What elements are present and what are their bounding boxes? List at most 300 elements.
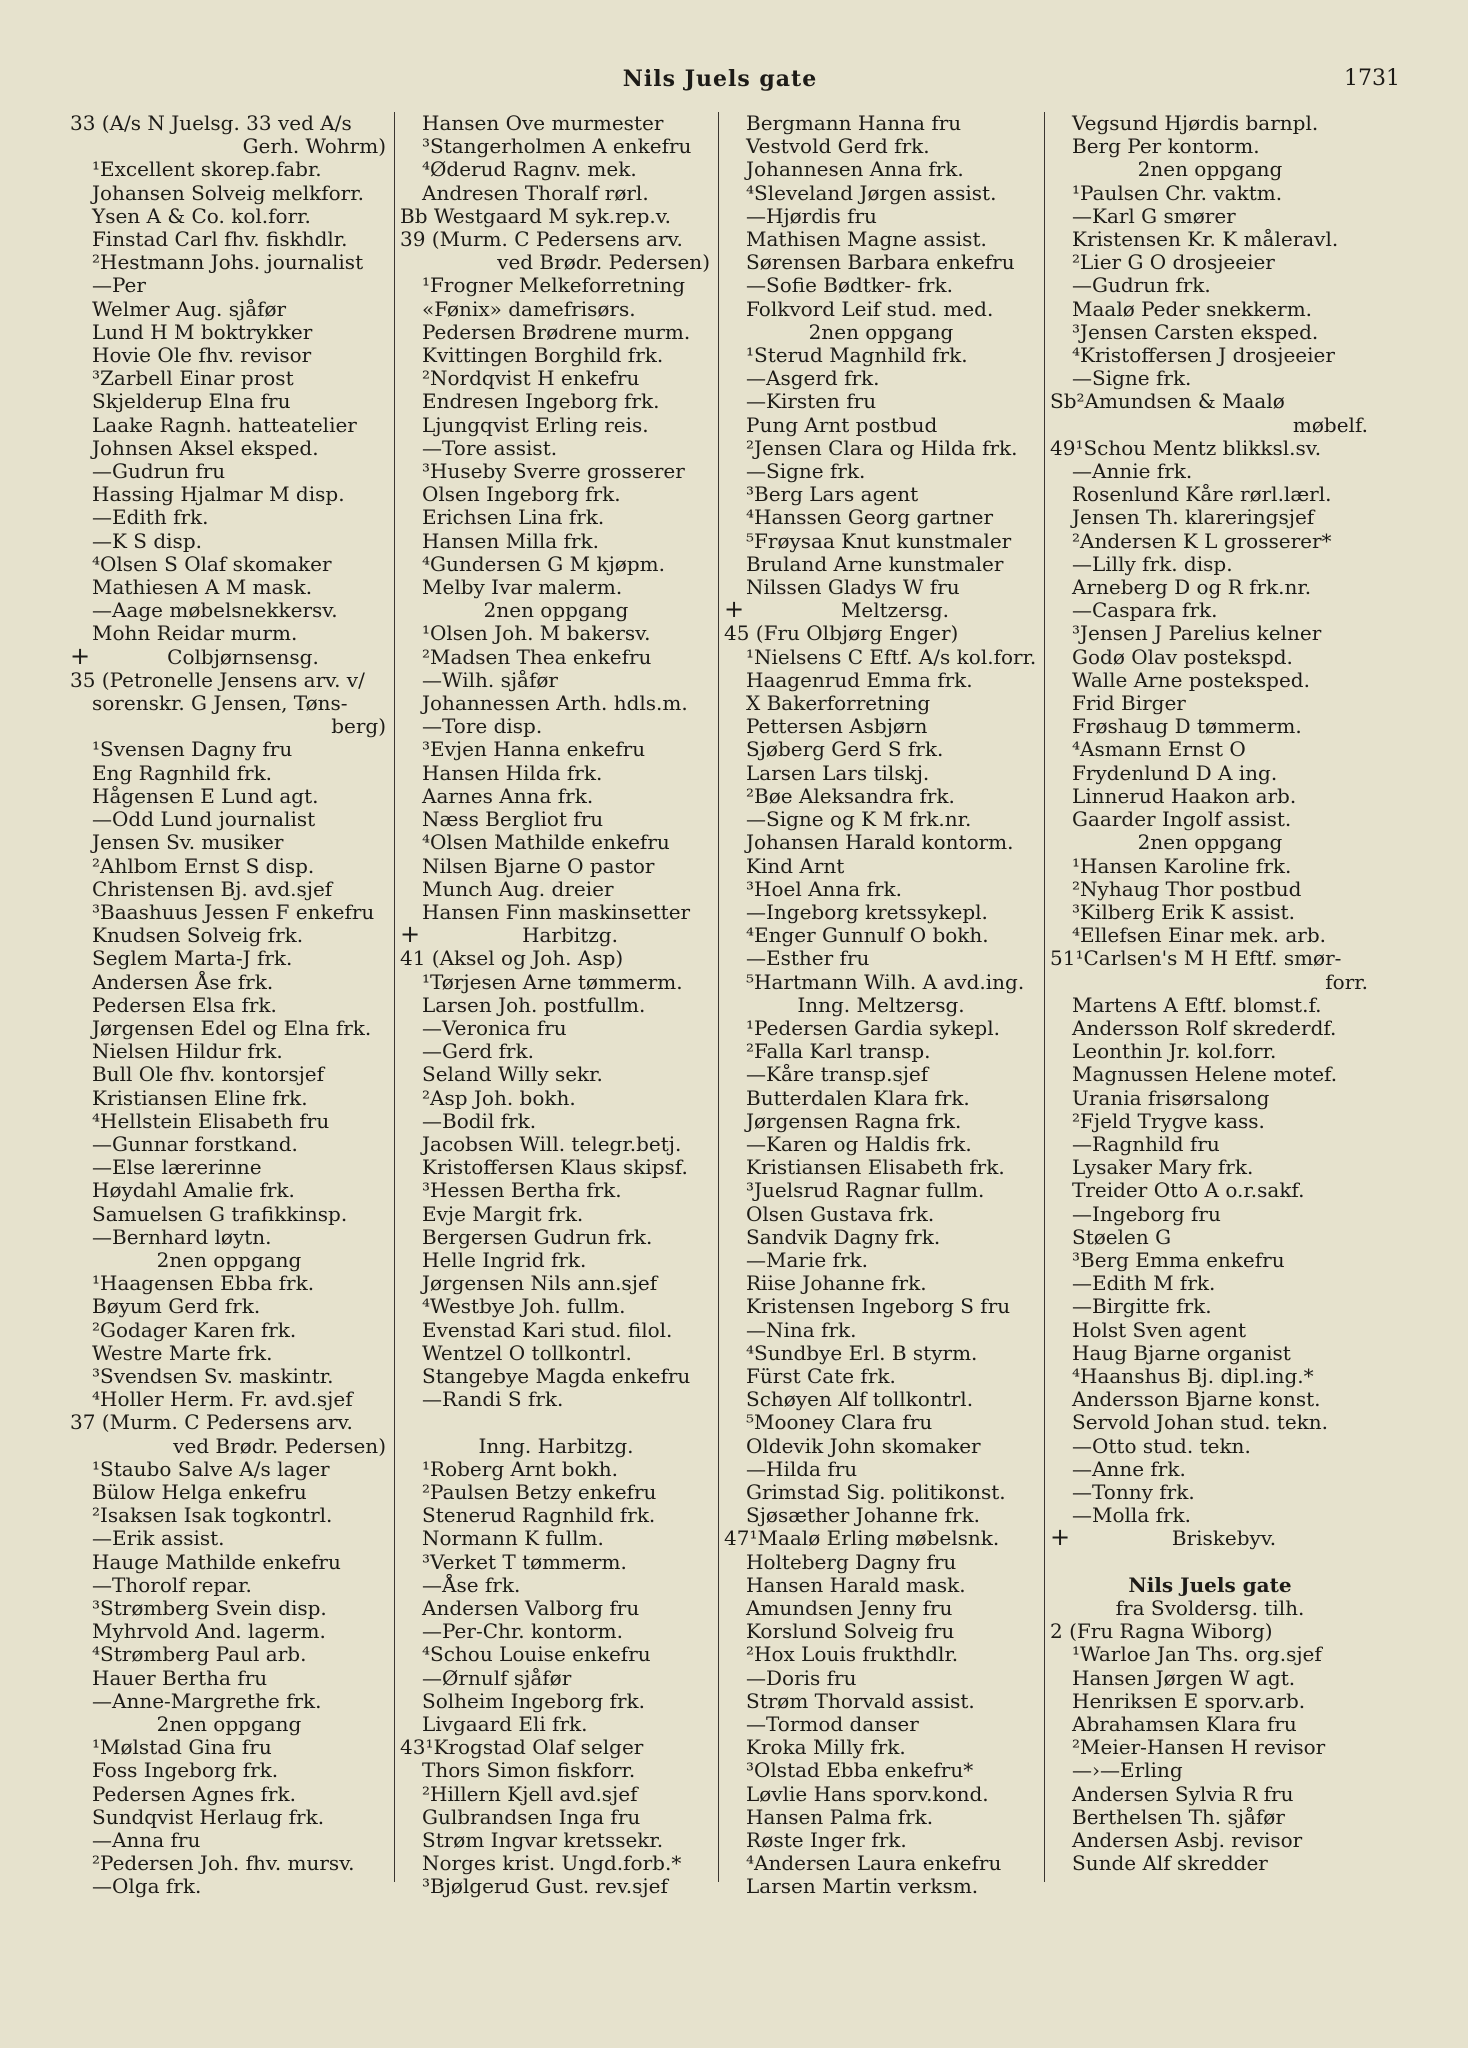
resident-entry: ²Meier-Hansen H revisor xyxy=(1072,1736,1326,1760)
house-heading: 41 (Aksel og Joh. Asp) xyxy=(400,947,624,971)
house-heading: Bb Westgaard M syk.rep.v. xyxy=(400,204,672,228)
resident-entry: ⁴Olsen S Olaf skomaker xyxy=(92,552,332,576)
resident-entry: Skjelderup Elna fru xyxy=(92,390,291,414)
resident-entry: ⁴Kristoffersen J drosjeeier xyxy=(1072,344,1335,368)
resident-entry: ³Jensen Carsten eksped. xyxy=(1072,320,1319,344)
resident-entry: —Karl G smører xyxy=(1072,204,1236,228)
resident-entry: Leonthin Jr. kol.forr. xyxy=(1072,1040,1277,1064)
resident-entry: ³Svendsen Sv. maskintr. xyxy=(92,1364,334,1388)
resident-entry: Treider Otto A o.r.sakf. xyxy=(1072,1179,1305,1203)
resident-entry: —Signe og K M frk.nr. xyxy=(746,808,972,832)
resident-entry: Berthelsen Th. sjåfør xyxy=(1072,1805,1285,1829)
resident-entry: —Odd Lund journalist xyxy=(92,808,316,832)
resident-entry: ⁴Gundersen G M kjøpm. xyxy=(422,552,665,576)
resident-entry: —Tore assist. xyxy=(422,436,558,460)
resident-entry: ²Nordqvist H enkefru xyxy=(422,367,640,391)
resident-entry: Hansen Finn maskinsetter xyxy=(422,900,691,924)
resident-entry: Johansen Harald kontorm. xyxy=(746,831,1014,855)
directory-column-3 xyxy=(724,112,1038,1902)
resident-entry: ⁴Ellefsen Einar mek. arb. xyxy=(1072,924,1326,948)
resident-entry: Andersen Åse frk. xyxy=(92,970,274,994)
resident-entry: ⁵Mooney Clara fru xyxy=(746,1411,933,1435)
resident-entry: ¹Paulsen Chr. vaktm. xyxy=(1072,181,1283,205)
cross-street xyxy=(724,599,1038,622)
resident-entry: ⁴Sundbye Erl. B styrm. xyxy=(746,1341,978,1365)
resident-entry: —Edith M frk. xyxy=(1072,1272,1216,1296)
resident-entry: —Caspara frk. xyxy=(1072,599,1218,623)
resident-entry: Hansen Jørgen W agt. xyxy=(1072,1666,1296,1690)
directory-column-2 xyxy=(400,112,712,1902)
resident-entry: Gaarder Ingolf assist. xyxy=(1072,808,1292,832)
entry-continuation: forr. xyxy=(1325,970,1368,994)
resident-entry: Strøm Thorvald assist. xyxy=(746,1689,975,1713)
resident-entry: Hassing Hjalmar M disp. xyxy=(92,483,345,507)
resident-entry: Hauer Bertha fru xyxy=(92,1666,268,1690)
resident-entry: Andersen Valborg fru xyxy=(422,1596,640,1620)
resident-entry: —Else lærerinne xyxy=(92,1156,262,1180)
column-divider xyxy=(718,112,719,1882)
resident-entry: Kind Arnt xyxy=(746,854,845,878)
section-subheading: Inng. Meltzersg. xyxy=(797,993,965,1017)
resident-entry: ³Evjen Hanna enkefru xyxy=(422,738,646,762)
resident-entry: X Bakerforretning xyxy=(746,692,931,716)
resident-entry: —Kirsten fru xyxy=(746,390,877,414)
resident-entry: Riise Johanne frk. xyxy=(746,1272,927,1296)
resident-entry: Folkvord Leif stud. med. xyxy=(746,297,994,321)
resident-entry: —Tormod danser xyxy=(746,1713,919,1737)
resident-entry: ¹Roberg Arnt bokh. xyxy=(422,1457,618,1481)
resident-entry: Solheim Ingeborg frk. xyxy=(422,1689,645,1713)
resident-entry: —Tore disp. xyxy=(422,715,543,739)
resident-entry: ¹Nielsens C Eftf. A/s kol.forr. xyxy=(746,645,1037,669)
column-divider xyxy=(1044,112,1045,1882)
resident-entry: Hansen Ove murmester xyxy=(422,112,664,135)
resident-entry: —Wilh. sjåfør xyxy=(422,668,558,692)
resident-entry: ³Baashuus Jessen F enkefru xyxy=(92,900,375,924)
resident-entry: —Thorolf repar. xyxy=(92,1573,252,1597)
house-heading: 51¹Carlsen's M H Eftf. smør- xyxy=(1050,947,1342,971)
resident-entry: Bülow Helga enkefru xyxy=(92,1480,307,1504)
resident-entry: —Veronica fru xyxy=(422,1016,567,1040)
resident-entry: Evenstad Kari stud. filol. xyxy=(422,1318,673,1342)
resident-entry: Mathiesen A M mask. xyxy=(92,576,313,600)
cross-street xyxy=(70,646,388,669)
resident-entry: Godø Olav postekspd. xyxy=(1072,645,1293,669)
resident-entry: Larsen Martin verksm. xyxy=(746,1875,979,1899)
resident-entry: ³Hoel Anna frk. xyxy=(746,877,903,901)
resident-entry: ⁴Sleveland Jørgen assist. xyxy=(746,181,997,205)
resident-entry: ³Zarbell Einar prost xyxy=(92,367,294,391)
resident-entry: ⁴Enger Gunnulf O bokh. xyxy=(746,924,989,948)
resident-entry: Fürst Cate frk. xyxy=(746,1364,896,1388)
section-subheading: 2nen oppgang xyxy=(1137,158,1283,182)
page-number: 1731 xyxy=(1344,66,1400,91)
resident-entry: Sørensen Barbara enkefru xyxy=(746,251,1015,275)
entry-continuation: ved Brødr. Pedersen) xyxy=(173,1434,386,1458)
resident-entry: ⁴Strømberg Paul arb. xyxy=(92,1643,307,1667)
resident-entry: Løvlie Hans sporv.kond. xyxy=(746,1782,989,1806)
resident-entry: ³Hessen Bertha frk. xyxy=(422,1179,622,1203)
resident-entry: Lund H M boktrykker xyxy=(92,320,313,344)
section-subheading: Inng. Harbitzg. xyxy=(478,1434,634,1458)
resident-entry: Evje Margit frk. xyxy=(422,1202,584,1226)
resident-entry: —Randi S frk. xyxy=(422,1388,564,1412)
resident-entry: Frøshaug D tømmerm. xyxy=(1072,715,1302,739)
resident-entry: Urania frisørsalong xyxy=(1072,1086,1270,1110)
resident-entry: ⁴Schou Louise enkefru xyxy=(422,1643,651,1667)
resident-entry: —Hjørdis fru xyxy=(746,204,877,228)
resident-entry: Finstad Carl fhv. fiskhdlr. xyxy=(92,228,348,252)
resident-entry: Hågensen E Lund agt. xyxy=(92,784,319,808)
resident-entry: ¹Olsen Joh. M bakersv. xyxy=(422,622,651,646)
resident-entry: —›—Erling xyxy=(1072,1759,1183,1783)
resident-entry: Jørgensen Ragna frk. xyxy=(746,1109,962,1133)
house-heading: 35 (Petronelle Jensens arv. v/ xyxy=(70,668,365,692)
cross-street-marker: + xyxy=(724,599,745,623)
resident-entry: Knudsen Solveig frk. xyxy=(92,924,304,948)
resident-entry: Linnerud Haakon arb. xyxy=(1072,784,1297,808)
resident-entry: —Hilda fru xyxy=(746,1457,858,1481)
resident-entry: Foss Ingeborg frk. xyxy=(92,1759,279,1783)
house-heading: 37 (Murm. C Pedersens arv. xyxy=(70,1411,353,1435)
resident-entry: Pettersen Asbjørn xyxy=(746,715,928,739)
resident-entry: Berg Per kontorm. xyxy=(1072,135,1260,159)
resident-entry: ⁴Holler Herm. Fr. avd.sjef xyxy=(92,1388,353,1412)
resident-entry: Johannesen Anna frk. xyxy=(746,158,964,182)
resident-entry: ¹Sterud Magnhild frk. xyxy=(746,344,968,368)
house-heading: 43¹Krogstad Olaf selger xyxy=(400,1736,644,1760)
street-heading: Nils Juels gate xyxy=(1128,1573,1292,1597)
resident-entry: Eng Ragnhild frk. xyxy=(92,761,273,785)
resident-entry: Johannessen Arth. hdls.m. xyxy=(422,692,688,716)
resident-entry: ⁴Olsen Mathilde enkefru xyxy=(422,831,670,855)
resident-entry: Martens A Eftf. blomst.f. xyxy=(1072,993,1322,1017)
resident-entry: Maalø Peder snekkerm. xyxy=(1072,297,1313,321)
resident-entry: —Birgitte frk. xyxy=(1072,1295,1212,1319)
resident-entry: —Karen og Haldis frk. xyxy=(746,1132,972,1156)
section-subheading: 2nen oppgang xyxy=(1137,831,1283,855)
resident-entry: Lysaker Mary frk. xyxy=(1072,1156,1254,1180)
resident-entry: —Tonny frk. xyxy=(1072,1480,1195,1504)
resident-entry: Nielsen Hildur frk. xyxy=(92,1040,283,1064)
resident-entry: —Anna fru xyxy=(92,1829,201,1853)
cross-street-marker: + xyxy=(400,924,421,948)
resident-entry: ²Lier G O drosjeeier xyxy=(1072,251,1275,275)
resident-entry: Johansen Solveig melkforr. xyxy=(92,181,364,205)
resident-entry: Bull Ole fhv. kontorsjef xyxy=(92,1063,325,1087)
resident-entry: Myhrvold And. lagerm. xyxy=(92,1620,326,1644)
house-heading: 2 (Fru Ragna Wiborg) xyxy=(1050,1620,1273,1644)
resident-entry: Frydenlund D A ing. xyxy=(1072,761,1278,785)
cross-street-name: Meltzersg. xyxy=(840,599,950,623)
resident-entry: Olsen Ingeborg frk. xyxy=(422,483,621,507)
resident-entry: Thors Simon fiskforr. xyxy=(422,1759,636,1783)
resident-entry: Amundsen Jenny fru xyxy=(746,1597,953,1620)
resident-entry: ²Bøe Aleksandra frk. xyxy=(746,784,955,808)
resident-entry: Endresen Ingeborg frk. xyxy=(422,390,660,414)
resident-entry: Erichsen Lina frk. xyxy=(422,506,605,530)
column-divider xyxy=(394,112,395,1882)
resident-entry: Butterdalen Klara frk. xyxy=(746,1086,970,1110)
house-heading: 47¹Maalø Erling møbelsnk. xyxy=(724,1527,1000,1551)
cross-street-marker: + xyxy=(70,645,91,669)
resident-entry: ²Andersen K L grosserer* xyxy=(1072,529,1332,553)
resident-entry: —Gudrun fru xyxy=(92,460,226,484)
resident-entry: Helle Ingrid frk. xyxy=(422,1248,587,1272)
resident-entry: Sunde Alf skredder xyxy=(1072,1852,1268,1876)
resident-entry: Larsen Lars tilskj. xyxy=(746,761,930,785)
resident-entry: Olsen Gustava frk. xyxy=(746,1202,935,1226)
resident-entry: Haug Bjarne organist xyxy=(1072,1341,1291,1365)
resident-entry: Andersen Sylvia R fru xyxy=(1072,1782,1294,1806)
resident-entry: Sjøsæther Johanne frk. xyxy=(746,1504,980,1528)
resident-entry: Pedersen Elsa frk. xyxy=(92,993,277,1017)
resident-entry: ³Olstad Ebba enkefru* xyxy=(746,1759,974,1783)
resident-entry: —Aage møbelsnekkersv. xyxy=(92,599,338,623)
resident-entry: Sundqvist Herlaug frk. xyxy=(92,1805,325,1829)
resident-entry: Rosenlund Kåre rørl.lærl. xyxy=(1072,483,1332,507)
resident-entry: Nilsen Bjarne O pastor xyxy=(422,854,655,878)
house-heading: 45 (Fru Olbjørg Enger) xyxy=(724,622,959,646)
resident-entry: ⁴Andersen Laura enkefru xyxy=(746,1852,1002,1876)
resident-entry: —Signe frk. xyxy=(746,460,866,484)
section-subheading: 2nen oppgang xyxy=(156,1248,302,1272)
resident-entry: ²Jensen Clara og Hilda frk. xyxy=(746,436,1018,460)
resident-entry: ²Hestmann Johs. journalist xyxy=(92,251,364,275)
resident-entry: ⁴Westbye Joh. fullm. xyxy=(422,1295,626,1319)
resident-entry: —Bodil frk. xyxy=(422,1109,537,1133)
cross-street-name: Harbitzg. xyxy=(522,924,618,948)
resident-entry: Hansen Milla frk. xyxy=(422,529,599,553)
resident-entry: —Asgerd frk. xyxy=(746,367,880,391)
resident-entry: ¹Pedersen Gardia sykepl. xyxy=(746,1016,1000,1040)
resident-entry: Hansen Harald mask. xyxy=(746,1573,966,1597)
section-subheading: 2nen oppgang xyxy=(483,599,629,623)
resident-entry: ³Jensen J Parelius kelner xyxy=(1072,622,1322,646)
resident-entry: ⁴Asmann Ernst O xyxy=(1072,738,1246,762)
resident-entry: ²Asp Joh. bokh. xyxy=(422,1086,576,1110)
resident-entry: Munch Aug. dreier xyxy=(422,877,614,901)
resident-entry: Jørgensen Nils ann.sjef xyxy=(422,1272,658,1296)
resident-entry: Bergmann Hanna fru xyxy=(746,112,962,135)
resident-entry: —Edith frk. xyxy=(92,506,209,530)
resident-entry: ³Verket T tømmerm. xyxy=(422,1550,627,1574)
resident-entry: —K S disp. xyxy=(92,529,202,553)
resident-entry: ²Hillern Kjell avd.sjef xyxy=(422,1782,638,1806)
resident-entry: Støelen G xyxy=(1072,1225,1172,1249)
resident-entry: —Erik assist. xyxy=(92,1527,225,1551)
resident-entry: Samuelsen G trafikkinsp. xyxy=(92,1202,348,1226)
entry-continuation: møbelf. xyxy=(1292,413,1368,437)
resident-entry: ²Hox Louis frukthdlr. xyxy=(746,1643,959,1667)
resident-entry: ¹Haagensen Ebba frk. xyxy=(92,1272,315,1296)
resident-entry: Strøm Ingvar kretssekr. xyxy=(422,1829,664,1853)
resident-entry: Seland Willy sekr. xyxy=(422,1063,603,1087)
resident-entry: Kristiansen Eline frk. xyxy=(92,1086,308,1110)
resident-entry: ⁵Frøysaa Knut kunstmaler xyxy=(746,529,1012,553)
resident-entry: Kristensen Kr. K måleravl. xyxy=(1072,228,1339,252)
resident-entry: —Sofie Bødtker- frk. xyxy=(746,274,953,298)
cross-street-marker: + xyxy=(1050,1527,1071,1551)
resident-entry: Schøyen Alf tollkontrl. xyxy=(746,1388,974,1412)
resident-entry: Norges krist. Ungd.forb.* xyxy=(422,1852,682,1876)
resident-entry: ³Bjølgerud Gust. rev.sjef xyxy=(422,1875,668,1899)
house-heading: 49¹Schou Mentz blikksl.sv. xyxy=(1050,436,1322,460)
entry-continuation: ved Brødr. Pedersen) xyxy=(497,251,710,275)
resident-entry: ²Falla Karl transp. xyxy=(746,1040,931,1064)
section-subheading: fra Svoldersg. tilh. xyxy=(1115,1596,1305,1620)
resident-entry: Stenerud Ragnhild frk. xyxy=(422,1504,656,1528)
resident-entry: ¹Excellent skorep.fabr. xyxy=(92,158,322,182)
resident-entry: —Marie frk. xyxy=(746,1248,868,1272)
resident-entry: Gulbrandsen Inga fru xyxy=(422,1805,641,1829)
resident-entry: Pedersen Brødrene murm. xyxy=(422,320,691,344)
resident-entry: ³Stangerholmen A enkefru xyxy=(422,135,692,159)
resident-entry: Servold Johan stud. tekn. xyxy=(1072,1411,1329,1435)
directory-column-1 xyxy=(70,112,388,1902)
resident-entry: —Gunnar forstkand. xyxy=(92,1132,298,1156)
resident-entry: Korslund Solveig fru xyxy=(746,1620,955,1644)
resident-entry: Livgaard Eli frk. xyxy=(422,1713,588,1736)
resident-entry: ³Kilberg Erik K assist. xyxy=(1072,900,1295,924)
resident-entry: ³Berg Lars agent xyxy=(746,483,919,507)
resident-entry: —Otto stud. tekn. xyxy=(1072,1434,1251,1458)
resident-entry: Stangebye Magda enkefru xyxy=(422,1364,691,1388)
resident-entry: —Molla frk. xyxy=(1072,1504,1192,1528)
resident-entry: Kristiansen Elisabeth frk. xyxy=(746,1156,1005,1180)
resident-entry: —Per-Chr. kontorm. xyxy=(422,1620,623,1644)
resident-entry: Ljungqvist Erling reis. xyxy=(422,413,649,437)
resident-entry: —Ingeborg kretssykepl. xyxy=(746,900,988,924)
resident-entry: Bruland Arne kunstmaler xyxy=(746,552,1004,576)
resident-entry: —Esther fru xyxy=(746,947,870,971)
resident-entry: —Anne frk. xyxy=(1072,1457,1186,1481)
resident-entry: —Ragnhild fru xyxy=(1072,1132,1220,1156)
resident-entry: Andresen Thoralf rørl. xyxy=(422,181,649,205)
resident-entry: «Fønix» damefrisørs. xyxy=(422,297,636,321)
resident-entry: Vestvold Gerd frk. xyxy=(746,135,930,159)
resident-entry: Seglem Marta-J frk. xyxy=(92,947,293,971)
cross-street xyxy=(1050,1527,1370,1550)
resident-entry: Nilssen Gladys W fru xyxy=(746,576,960,600)
resident-entry: Walle Arne posteksped. xyxy=(1072,668,1310,692)
resident-entry: Oldevik John skomaker xyxy=(746,1434,981,1458)
resident-entry: ⁴Hellstein Elisabeth fru xyxy=(92,1109,330,1133)
resident-entry: Abrahamsen Klara fru xyxy=(1072,1713,1297,1736)
section-subheading: 2nen oppgang xyxy=(156,1713,302,1737)
resident-entry: ²Fjeld Trygve kass. xyxy=(1072,1109,1265,1133)
blank-line xyxy=(400,1411,712,1434)
resident-entry: Jensen Th. klareringsjef xyxy=(1072,506,1315,530)
resident-entry: Næss Bergliot fru xyxy=(422,808,604,832)
resident-entry: ²Madsen Thea enkefru xyxy=(422,645,652,669)
resident-entry: Jensen Sv. musiker xyxy=(92,831,284,855)
section-subheading: 2nen oppgang xyxy=(808,320,954,344)
resident-entry: sorenskr. G Jensen, Tøns- xyxy=(92,692,348,716)
resident-entry: —Per xyxy=(92,274,146,298)
resident-entry: Normann K fullm. xyxy=(422,1527,604,1551)
resident-entry: ¹Frogner Melkeforretning xyxy=(422,274,685,298)
resident-entry: Holteberg Dagny fru xyxy=(746,1550,957,1574)
resident-entry: Andersson Rolf skrederdf. xyxy=(1072,1016,1337,1040)
resident-entry: Hovie Ole fhv. revisor xyxy=(92,344,312,368)
resident-entry: Holst Sven agent xyxy=(1072,1318,1247,1342)
resident-entry: ²Godager Karen frk. xyxy=(92,1318,297,1342)
resident-entry: ³Huseby Sverre grosserer xyxy=(422,460,685,484)
resident-entry: —Nina frk. xyxy=(746,1318,857,1342)
resident-entry: Aarnes Anna frk. xyxy=(422,784,594,808)
resident-entry: Larsen Joh. postfullm. xyxy=(422,993,646,1017)
resident-entry: Bergersen Gudrun frk. xyxy=(422,1225,653,1249)
resident-entry: Hansen Hilda frk. xyxy=(422,761,603,785)
resident-entry: Jacobsen Will. telegr.betj. xyxy=(422,1132,682,1156)
resident-entry: Melby Ivar malerm. xyxy=(422,576,623,600)
directory-column-4 xyxy=(1050,112,1370,1902)
resident-entry: ¹Mølstad Gina fru xyxy=(92,1736,272,1760)
resident-entry: ³Juelsrud Ragnar fullm. xyxy=(746,1179,985,1203)
resident-entry: Welmer Aug. sjåfør xyxy=(92,297,287,321)
resident-entry: ¹Warloe Jan Ths. org.sjef xyxy=(1072,1643,1322,1667)
resident-entry: Westre Marte frk. xyxy=(92,1341,273,1365)
resident-entry: Hansen Palma frk. xyxy=(746,1805,934,1829)
resident-entry: Sandvik Dagny frk. xyxy=(746,1225,941,1249)
resident-entry: —Annie frk. xyxy=(1072,460,1193,484)
house-heading: Sb²Amundsen & Maalø xyxy=(1050,390,1285,414)
blank-line xyxy=(1050,1551,1370,1574)
resident-entry: —Anne-Margrethe frk. xyxy=(92,1689,322,1713)
resident-entry: Mathisen Magne assist. xyxy=(746,228,987,252)
resident-entry: Kristoffersen Klaus skipsf. xyxy=(422,1156,688,1180)
resident-entry: —Ingeborg fru xyxy=(1072,1202,1221,1226)
cross-street-name: Briskebyv. xyxy=(1171,1527,1277,1551)
resident-entry: Ysen A & Co. kol.forr. xyxy=(92,204,311,228)
resident-entry: —Gerd frk. xyxy=(422,1040,534,1064)
resident-entry: —Lilly frk. disp. xyxy=(1072,552,1233,576)
resident-entry: ³Berg Emma enkefru xyxy=(1072,1248,1285,1272)
resident-entry: ¹Staubo Salve A/s lager xyxy=(92,1457,330,1481)
resident-entry: Vegsund Hjørdis barnpl. xyxy=(1072,112,1319,135)
resident-entry: ²Paulsen Betzy enkefru xyxy=(422,1480,657,1504)
resident-entry: Magnussen Helene motef. xyxy=(1072,1063,1338,1087)
resident-entry: ²Nyhaug Thor postbud xyxy=(1072,877,1302,901)
cross-street xyxy=(400,924,712,947)
resident-entry: ¹Tørjesen Arne tømmerm. xyxy=(422,970,683,994)
resident-entry: Johnsen Aksel eksped. xyxy=(92,436,319,460)
resident-entry: Sjøberg Gerd S frk. xyxy=(746,738,944,762)
house-heading: 39 (Murm. C Pedersens arv. xyxy=(400,228,683,252)
resident-entry: Laake Ragnh. hatteatelier xyxy=(92,413,357,437)
resident-entry: Wentzel O tollkontrl. xyxy=(422,1341,632,1365)
resident-entry: Frid Birger xyxy=(1072,692,1186,716)
resident-entry: —Ørnulf sjåfør xyxy=(422,1666,572,1690)
entry-continuation: Gerh. Wohrm) xyxy=(242,135,386,159)
resident-entry: Jørgensen Edel og Elna frk. xyxy=(92,1016,372,1040)
resident-entry: Kroka Milly frk. xyxy=(746,1736,906,1760)
resident-entry: ⁴Haanshus Bj. dipl.ing.* xyxy=(1072,1364,1314,1388)
resident-entry: Høydahl Amalie frk. xyxy=(92,1179,295,1203)
resident-entry: Kvittingen Borghild frk. xyxy=(422,344,664,368)
resident-entry: —Åse frk. xyxy=(422,1573,521,1597)
resident-entry: —Olga frk. xyxy=(92,1875,202,1899)
resident-entry: ⁴Hanssen Georg gartner xyxy=(746,506,994,530)
entry-continuation: berg) xyxy=(331,715,386,739)
resident-entry: Kristensen Ingeborg S fru xyxy=(746,1295,1011,1319)
resident-entry: Hauge Mathilde enkefru xyxy=(92,1550,341,1574)
cross-street-name: Colbjørnsensg. xyxy=(167,645,319,669)
resident-entry: ⁴Øderud Ragnv. mek. xyxy=(422,158,637,182)
resident-entry: Haagenrud Emma frk. xyxy=(746,668,973,692)
resident-entry: Bøyum Gerd frk. xyxy=(92,1295,261,1319)
